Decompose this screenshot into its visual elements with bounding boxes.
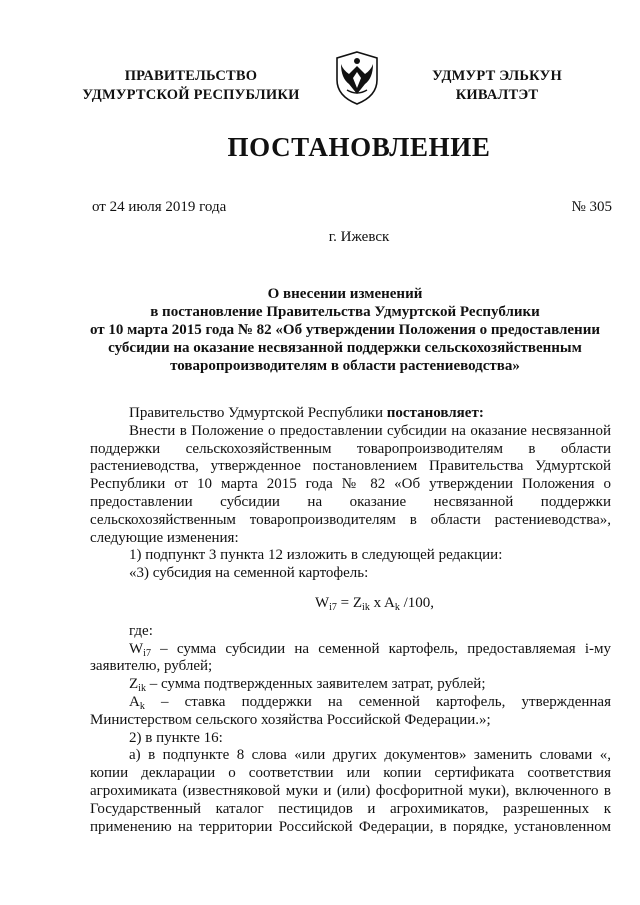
coat-of-arms-icon <box>333 50 381 106</box>
formula-part: = Z <box>336 594 363 611</box>
subject-line: субсидии на оказание несвязанной поддержки сельскохозяйственным <box>108 340 582 356</box>
formula-subscript: i7 <box>329 601 337 613</box>
body-paragraph: а) в подпункте 8 слова «или других документов» заменить словами «, копии декларации о соответствии или копии сертификата соответствия агрохимиката (известняковой муки и (или) фосфоритной муки), включенного в Государственный каталог пестицидов и агрохимикатов, разрешенных к применению на территории Российской Федерации, в порядке, установленном <box>90 747 611 835</box>
definition-w <box>90 641 611 677</box>
def-subscript: ik <box>138 683 146 695</box>
intro-text: Правительство Удмуртской Республики <box>129 405 387 421</box>
formula <box>90 595 611 613</box>
formula-subscript: k <box>394 601 400 613</box>
subject-line: товаропроизводителям в области растениеводства» <box>170 358 520 374</box>
def-symbol: Z <box>129 676 139 693</box>
issuer-russian <box>78 67 304 105</box>
body-paragraph: Внести в Положение о предоставлении субсидии на оказание несвязанной поддержки сельскохозяйственным товаропроизводителям в области растениеводства, утвержденное постановлением Правительства Удмуртской Республики от 10 марта 2015 года № 82 «Об утверждении Положения о предоставлении субсидии на оказание несвязанной поддержки сельскохозяйственным товаропроизводителям в области растениеводства», следующие изменения: <box>90 422 611 546</box>
intro-bold-text: постановляет: <box>386 405 484 421</box>
def-text: – сумма субсидии на семенной картофель, предоставляемая i-му заявителю, рублей; <box>90 640 611 675</box>
definition-a <box>90 694 611 730</box>
def-text: – сумма подтвержденных заявителем затрат, рублей; <box>145 676 486 693</box>
issuer-russian-line2: УДМУРТСКОЙ РЕСПУБЛИКИ <box>82 87 300 103</box>
issuer-udmurt <box>408 67 586 105</box>
body-paragraph: 1) подпункт 3 пункта 12 изложить в следующей редакции: <box>129 547 503 564</box>
body-where: где: <box>129 622 153 639</box>
def-text: – ставка поддержки на семенной картофель, утвержденная Министерством сельского хозяйства Российской Федерации.»; <box>90 693 611 728</box>
subject-line: от 10 марта 2015 года № 82 «Об утверждении Положения о предоставлении <box>90 322 600 338</box>
formula-subscript: ik <box>362 601 370 613</box>
document-number: № 305 <box>571 199 612 215</box>
issuer-udmurt-line1: УДМУРТ ЭЛЬКУН <box>432 68 562 84</box>
def-symbol: A <box>129 693 140 710</box>
formula-part: x A <box>369 594 395 611</box>
document-date: от 24 июля 2019 года <box>92 199 227 215</box>
body-paragraph: 2) в пункте 16: <box>129 729 223 746</box>
document-title: ПОСТАНОВЛЕНИЕ <box>227 132 491 162</box>
formula-part: /100, <box>399 594 435 611</box>
subject-line: О внесении изменений <box>267 286 423 302</box>
issuer-russian-line1: ПРАВИТЕЛЬСТВО <box>124 68 258 84</box>
document-city: г. Ижевск <box>328 229 390 245</box>
document-subject <box>80 285 610 375</box>
definition-z <box>90 676 611 694</box>
body-intro <box>90 405 611 423</box>
issuer-udmurt-line2: КИВАЛТЭТ <box>455 87 539 103</box>
def-subscript: i7 <box>143 647 151 659</box>
def-symbol: W <box>129 640 144 657</box>
formula-part: W <box>314 594 330 611</box>
def-subscript: k <box>139 700 145 712</box>
body-paragraph: «3) субсидия на семенной картофель: <box>129 565 369 582</box>
document-body <box>90 405 611 836</box>
subject-line: в постановление Правительства Удмуртской Республики <box>150 304 540 320</box>
